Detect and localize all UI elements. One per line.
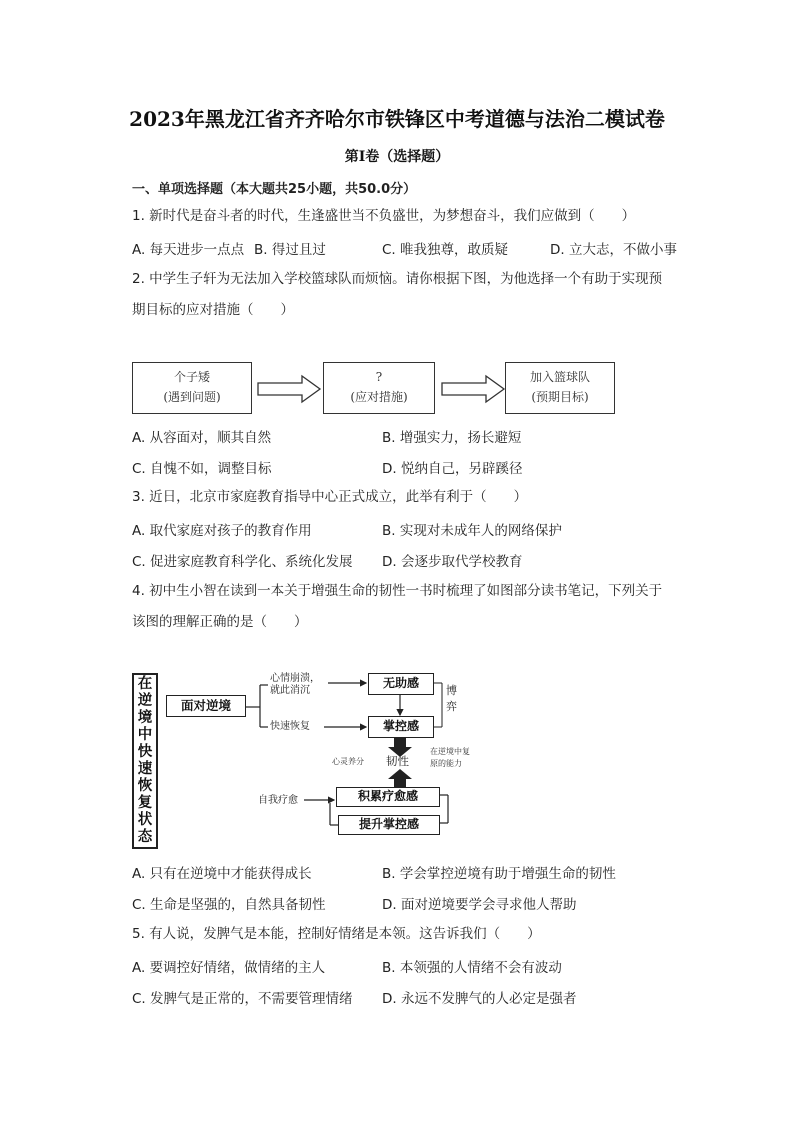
question-3-option-c: C. 促进家庭教育科学化、系统化发展 (132, 554, 353, 570)
question-2-option-b: B. 增强实力，扬长避短 (382, 430, 522, 446)
question-2-option-d: D. 悦纳自己，另辟蹊径 (382, 461, 523, 477)
page-subtitle: 第I卷（选择题） (344, 149, 450, 165)
quick-recover-label: 快速恢复 (270, 721, 310, 732)
question-4-option-b: B. 学会掌控逆境有助于增强生命的韧性 (382, 866, 616, 882)
vertical-label-char: 态 (137, 829, 153, 845)
accumulate-box: 积累疗愈感 (336, 787, 440, 807)
heart-nourish-note: 心灵养分 (332, 757, 364, 766)
control-box: 掌控感 (368, 716, 434, 738)
flow-box-measure-caption: (应对措施) (350, 390, 408, 404)
flow-box-goal-title: 加入篮球队 (529, 370, 590, 384)
question-3-option-d: D. 会逐步取代学校教育 (382, 554, 523, 570)
question-4-option-a: A. 只有在逆境中才能获得成长 (132, 866, 312, 882)
question-2-stem-line2: 期目标的应对措施（ ） (132, 302, 294, 318)
enhance-box: 提升掌控感 (338, 815, 440, 835)
question-3-option-a: A. 取代家庭对孩子的教育作用 (132, 523, 312, 539)
flow-box-goal (505, 362, 615, 414)
page-title: 2023年黑龙江省齐齐哈尔市铁锋区中考道德与法治二模试卷 (129, 107, 665, 131)
question-2-stem-line1: 2. 中学生子轩为无法加入学校篮球队而烦恼。请你根据下图，为他选择一个有助于实现预 (132, 271, 663, 287)
vertical-label-char: 复 (137, 795, 153, 811)
vertical-label-char: 恢 (137, 778, 153, 794)
resilience-label: 韧性 (386, 754, 409, 768)
question-5-option-c: C. 发脾气是正常的，不需要管理情绪 (132, 991, 353, 1007)
game-label-2: 弈 (446, 700, 457, 713)
flow-box-problem-caption: (遇到问题) (163, 390, 221, 404)
section-heading: 一、单项选择题（本大题共25小题，共50.0分） (132, 182, 417, 197)
vertical-label-char: 逆 (137, 693, 153, 709)
question-2-option-c: C. 自愧不如，调整目标 (132, 461, 272, 477)
helpless-box: 无助感 (368, 673, 434, 695)
question-1-stem: 1. 新时代是奋斗者的时代，生逢盛世当不负盛世，为梦想奋斗，我们应做到（ ） (132, 208, 636, 224)
vertical-label-char: 中 (137, 727, 153, 743)
question-2-option-a: A. 从容面对，顺其自然 (132, 430, 272, 446)
collapse-label-1: 心情崩溃， (270, 673, 320, 684)
resilience-diagram (128, 665, 468, 855)
question-3-option-b: B. 实现对未成年人的网络保护 (382, 523, 562, 539)
game-label-1: 博 (446, 684, 457, 697)
recover-note-2: 原的能力 (430, 759, 462, 768)
recover-note-1: 在逆境中复 (430, 747, 470, 756)
vertical-label-char: 状 (137, 812, 153, 828)
flow-arrow-1 (256, 374, 322, 404)
collapse-label-2: 就此消沉 (270, 685, 310, 696)
question-5-stem: 5. 有人说，发脾气是本能，控制好情绪是本领。这告诉我们（ ） (132, 926, 541, 942)
flow-box-measure (323, 362, 435, 414)
question-1-option-d: D. 立大志，不做小事 (550, 242, 677, 258)
question-1-option-c: C. 唯我独尊，敢质疑 (382, 242, 509, 258)
question-5-option-d: D. 永远不发脾气的人必定是强者 (382, 991, 577, 1007)
vertical-label-box (132, 673, 158, 849)
vertical-label-char: 在 (137, 676, 153, 692)
question-3-stem: 3. 近日，北京市家庭教育指导中心正式成立，此举有利于（ ） (132, 489, 528, 505)
question-1-option-b: B. 得过且过 (254, 242, 326, 258)
vertical-label-char: 境 (137, 710, 153, 726)
question-5-option-b: B. 本领强的人情绪不会有波动 (382, 960, 562, 976)
question-4-option-c: C. 生命是坚强的，自然具备韧性 (132, 897, 326, 913)
face-adversity-box: 面对逆境 (166, 695, 246, 717)
vertical-label-char: 速 (137, 761, 153, 777)
flow-box-goal-caption: (预期目标) (531, 390, 589, 404)
self-heal-label: 自我疗愈 (258, 795, 298, 806)
flow-box-measure-title: ? (375, 370, 383, 384)
flow-box-problem (132, 362, 252, 414)
vertical-label-char: 快 (137, 744, 153, 760)
question-5-option-a: A. 要调控好情绪，做情绪的主人 (132, 960, 326, 976)
question-4-stem-line1: 4. 初中生小智在读到一本关于增强生命的韧性一书时梳理了如图部分读书笔记，下列关于 (132, 583, 663, 599)
question-4-option-d: D. 面对逆境要学会寻求他人帮助 (382, 897, 577, 913)
question-1-option-a: A. 每天进步一点点 (132, 242, 245, 258)
flow-box-problem-title: 个子矮 (173, 370, 210, 384)
question-4-stem-line2: 该图的理解正确的是（ ） (132, 614, 308, 630)
flow-arrow-2 (440, 374, 506, 404)
